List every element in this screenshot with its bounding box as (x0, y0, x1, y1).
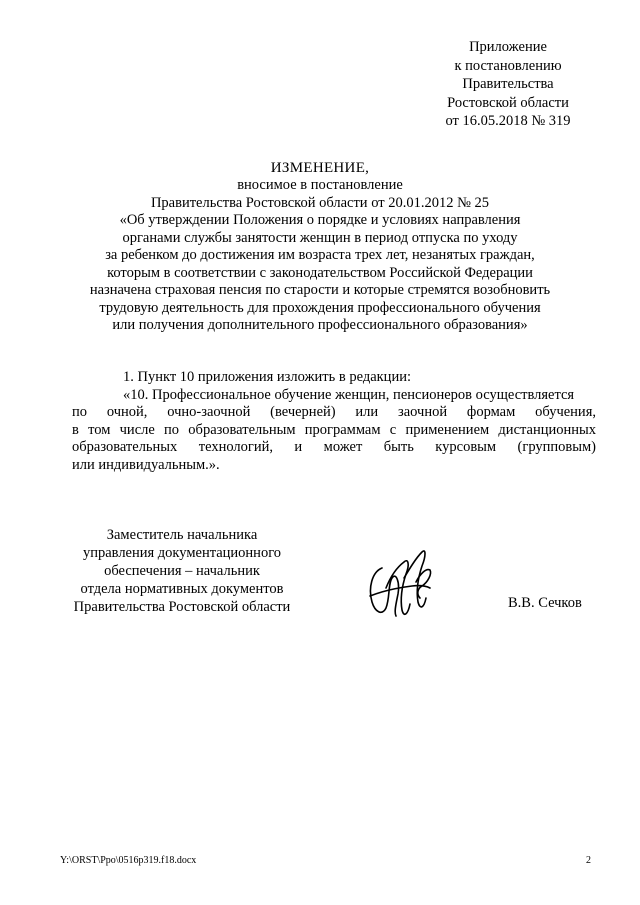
title-line: трудовую деятельность для прохождения профессионального обучения (99, 299, 541, 316)
title-line: «Об утверждении Положения о порядке и условиях направления (119, 212, 521, 228)
signer-line: управления документационного (82, 545, 282, 561)
title-line: органами службы занятости женщин в период отпуска по уходу (122, 229, 518, 246)
title-line: вносимое в постановление (237, 177, 403, 193)
quote-first-line: «10. Профессиональное обучение женщин, пенсионеров осуществляется (123, 386, 575, 403)
point-heading: 1. Пункт 10 приложения изложить в редакции: (123, 369, 411, 385)
signer-name: В.В. Сечков (508, 595, 582, 611)
quote-line: по очной, очно-заочной (вечерней) или заочной формам обучения, (72, 404, 596, 420)
quote-last-line: или индивидуальным.». (72, 456, 220, 473)
title-line: назначена страховая пенсия по старости и которые стремятся возобновить (89, 282, 551, 298)
page-number: 2 (586, 855, 591, 866)
title-line: или получения дополнительного профессионального образования» (112, 317, 528, 333)
footer-file-path: Y:\ORST\Ppo\0516p319.f18.docx (60, 855, 197, 866)
appendix-line: от 16.05.2018 № 319 (445, 113, 571, 129)
quote-line: в том числе по образовательным программам с применением дистанционных (72, 421, 596, 438)
appendix-line: к постановлению (454, 57, 562, 74)
title-line: которым в соответствии с законодательством Российской Федерации (107, 264, 533, 281)
signer-line: отдела нормативных документов (80, 581, 284, 597)
handwritten-signature-icon (360, 538, 440, 626)
title-heading: ИЗМЕНЕНИЕ, (270, 160, 370, 176)
quote-line: образовательных технологий, и может быть курсовым (групповым) (72, 439, 596, 455)
signer-line: Правительства Ростовской области (73, 599, 291, 615)
document-body (72, 369, 596, 474)
appendix-line: Ростовской области (447, 94, 569, 111)
appendix-line: Приложение (469, 39, 547, 55)
appendix-line: Правительства (462, 76, 554, 92)
title-line: Правительства Ростовской области от 20.01.2012 № 25 (150, 194, 490, 211)
appendix-header (418, 38, 598, 131)
signer-line: обеспечения – начальник (104, 563, 260, 579)
title-line: за ребенком до достижения им возраста трех лет, незанятых граждан, (105, 247, 535, 263)
document-title (60, 159, 580, 335)
signer-line: Заместитель начальника (106, 527, 258, 543)
signer-position (64, 526, 300, 616)
